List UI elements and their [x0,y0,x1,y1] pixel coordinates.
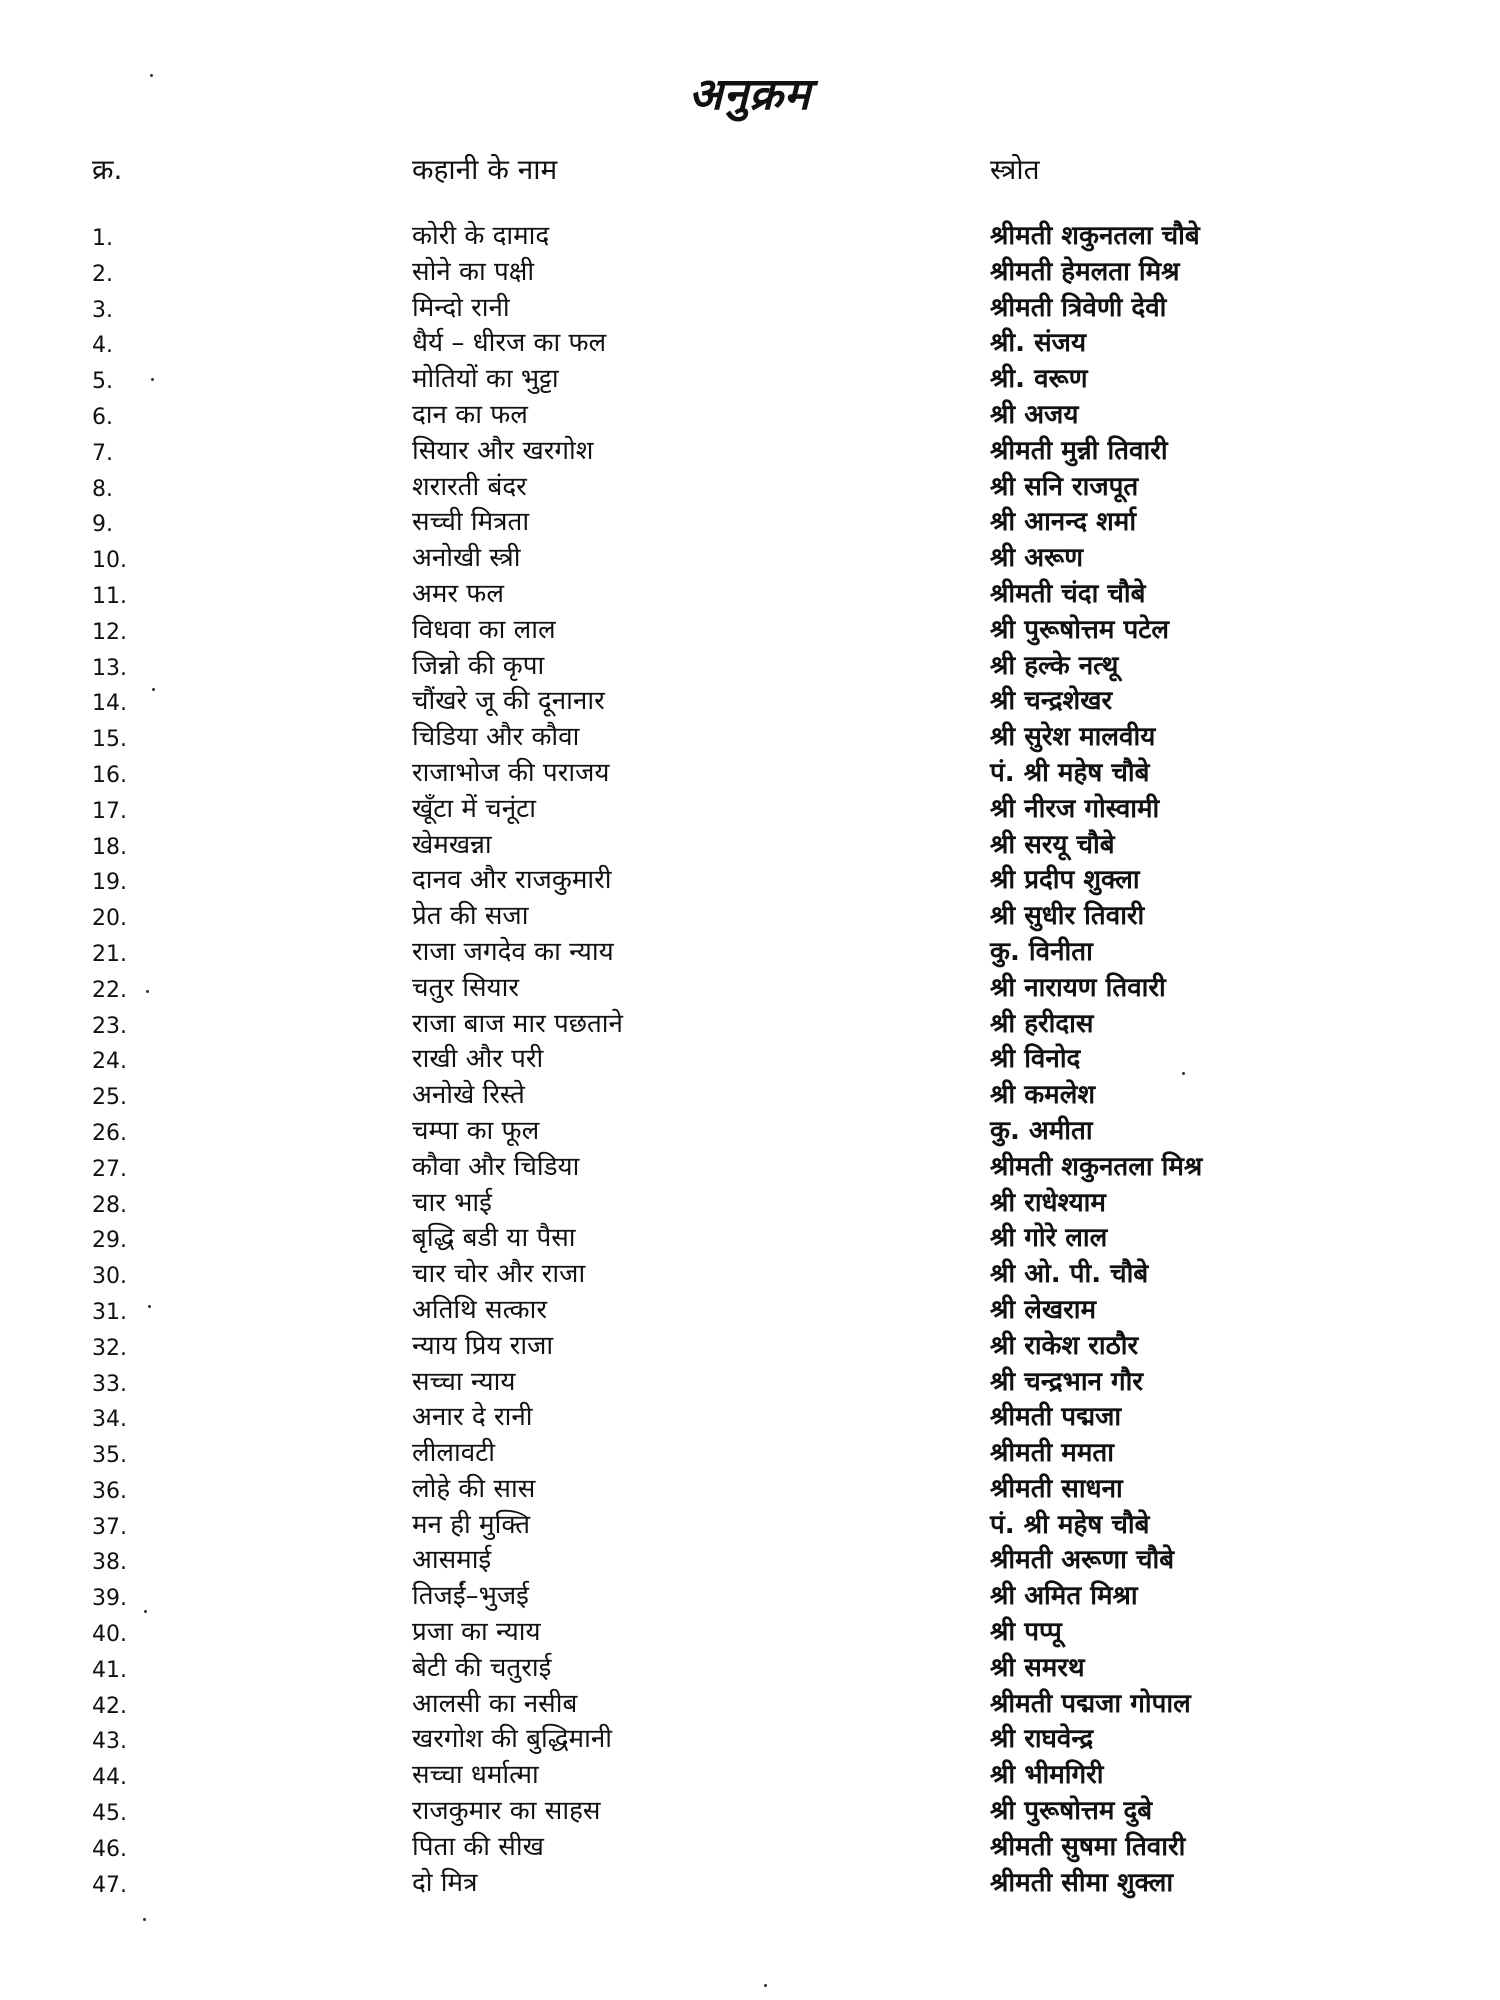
serial-number: 34. [92,1407,127,1433]
serial-number: 10. [92,548,127,574]
story-source: श्री चन्द्रशेखर [990,686,1113,717]
story-title: दान का फल [412,399,528,430]
serial-number: 18. [92,834,127,860]
list-item [0,935,1500,971]
story-source: श्री भीमगिरी [990,1760,1104,1791]
header-serial: क्र. [92,153,123,186]
serial-number: 19. [92,870,127,896]
list-item [0,1866,1500,1902]
story-title: लीलावटी [412,1438,496,1469]
story-source: श्रीमती साधना [990,1473,1123,1504]
story-source: पं. श्री महेष चौबे [990,1509,1150,1540]
list-item [0,1472,1500,1508]
serial-number: 9. [92,512,113,538]
story-title: अनार दे रानी [412,1402,533,1433]
serial-number: 15. [92,727,127,753]
list-item [0,684,1500,720]
story-title: अतिथि सत्कार [412,1294,547,1325]
story-source: पं. श्री महेष चौबे [990,757,1150,788]
serial-number: 42. [92,1693,127,1719]
list-item [0,1114,1500,1150]
serial-number: 33. [92,1371,127,1397]
story-title: अनोखे रिस्ते [412,1080,525,1111]
list-item [0,649,1500,685]
story-title: बृद्धि बडी या पैसा [412,1223,576,1254]
story-source: श्री नारायण तिवारी [990,972,1166,1003]
story-title: सोने का पक्षी [412,256,535,287]
story-source: श्रीमती सीमा शुक्ला [990,1867,1174,1898]
story-source: श्रीमती शकुनतला चौबे [990,221,1200,251]
story-title: दो मित्र [412,1867,478,1898]
serial-number: 27. [92,1156,127,1182]
story-title: सियार और खरगोश [412,435,594,466]
list-item [0,1186,1500,1222]
story-source: श्रीमती मुन्नी तिवारी [990,435,1168,466]
serial-number: 26. [92,1120,127,1146]
story-source: श्री नीरज गोस्वामी [990,793,1160,824]
header-source: स्त्रोत [990,153,1040,186]
story-source: श्रीमती हेमलता मिश्र [990,256,1180,287]
story-source: श्रीमती त्रिवेणी देवी [990,292,1167,323]
serial-number: 43. [92,1729,127,1755]
story-title: न्याय प्रिय राजा [412,1330,554,1361]
serial-number: 3. [92,297,113,323]
serial-number: 1. [92,226,113,251]
serial-number: 7. [92,440,113,466]
story-title: खेमखन्ना [412,829,492,860]
story-source: श्री अमित मिश्रा [990,1581,1138,1612]
list-item [0,362,1500,398]
list-item [0,398,1500,434]
list-item [0,1042,1500,1078]
story-source: श्री विनोद [990,1044,1081,1075]
list-item [0,1651,1500,1687]
story-source: श्री पप्पू [990,1617,1062,1648]
list-item [0,434,1500,470]
story-source: श्री चन्द्रभान गौर [990,1366,1144,1397]
list-item [0,1722,1500,1758]
serial-number: 4. [92,333,113,359]
list-item [0,792,1500,828]
serial-number: 6. [92,404,113,430]
story-title: सच्ची मित्रता [412,507,530,538]
serial-number: 5. [92,369,113,395]
story-source: श्रीमती चंदा चौबे [990,578,1146,609]
list-item [0,1150,1500,1186]
story-source: श्री. संजय [990,328,1087,359]
story-source: श्रीमती ममता [990,1438,1114,1469]
story-source: श्री सुधीर तिवारी [990,901,1145,932]
list-item [0,1830,1500,1866]
story-title: खरगोश की बुद्धिमानी [412,1724,612,1755]
serial-number: 11. [92,583,127,609]
story-title: विधवा का लाल [412,614,556,645]
story-title: पिता की सीख [412,1831,544,1862]
story-source: श्री हल्के नत्थू [990,650,1119,681]
scan-speck [148,1305,151,1308]
serial-number: 31. [92,1299,127,1325]
serial-number: 45. [92,1801,127,1827]
list-item [0,255,1500,291]
serial-number: 14. [92,691,127,717]
serial-number: 47. [92,1872,127,1898]
contents-list [0,219,1500,1901]
serial-number: 40. [92,1622,127,1648]
story-source: श्री प्रदीप शुक्ला [990,865,1140,896]
list-item [0,1436,1500,1472]
serial-number: 38. [92,1550,127,1576]
serial-number: 39. [92,1586,127,1612]
list-item [0,577,1500,613]
serial-number: 17. [92,798,127,824]
serial-number: 22. [92,977,127,1003]
story-title: तिजईं–भुजई [412,1581,529,1612]
story-title: अमर फल [412,578,504,609]
story-title: चौंखरे जू की दूनानार [412,686,605,717]
list-item [0,1221,1500,1257]
story-title: मन ही मुक्ति [412,1509,531,1540]
serial-number: 23. [92,1013,127,1039]
table-header [0,150,1500,190]
story-title: शरारती बंदर [412,471,527,502]
story-title: कौवा और चिडिया [412,1151,580,1182]
list-item [0,470,1500,506]
serial-number: 37. [92,1514,127,1540]
list-item [0,505,1500,541]
list-item [0,1078,1500,1114]
scan-speck [151,378,154,381]
list-item [0,899,1500,935]
serial-number: 2. [92,261,113,287]
story-title: मोतियों का भुट्टा [412,364,559,395]
list-item [0,971,1500,1007]
story-source: श्री लेखराम [990,1294,1097,1325]
story-source: श्रीमती शकुनतला मिश्र [990,1151,1203,1182]
story-title: चतुर सियार [412,972,519,1003]
story-source: श्री सुरेश मालवीय [990,722,1156,753]
page-title: अनुक्रम [688,69,812,120]
list-item [0,1794,1500,1830]
list-item [0,1508,1500,1544]
story-title: आसमाई [412,1545,492,1576]
story-title: राजा बाज मार पछताने [412,1008,623,1039]
serial-number: 24. [92,1049,127,1075]
list-item [0,326,1500,362]
story-title: खूँटा में चनूंटा [412,793,536,824]
list-item [0,1615,1500,1651]
story-title: आलसी का नसीब [412,1688,578,1719]
story-title: राखी और परी [412,1044,544,1075]
story-source: श्री आनन्द शर्मा [990,507,1137,538]
serial-number: 29. [92,1228,127,1254]
story-title: राजकुमार का साहस [412,1796,601,1827]
list-item [0,219,1500,255]
serial-number: 13. [92,655,127,681]
story-title: राजाभोज की पराजय [412,757,610,788]
story-source: श्री. वरूण [990,364,1088,395]
list-item [0,1329,1500,1365]
list-item [0,613,1500,649]
list-item [0,1400,1500,1436]
story-source: श्री कमलेश [990,1080,1096,1111]
serial-number: 21. [92,941,127,967]
scan-speck [764,1984,767,1987]
scan-speck [143,1918,146,1921]
list-item [0,1007,1500,1043]
story-title: चम्पा का फूल [412,1115,540,1146]
list-item [0,1365,1500,1401]
story-source: श्रीमती सुषमा तिवारी [990,1831,1186,1862]
story-title: दानव और राजकुमारी [412,865,612,896]
story-source: श्री पुरूषोत्तम दुबे [990,1796,1153,1827]
serial-number: 28. [92,1192,127,1218]
list-item [0,1293,1500,1329]
story-source: श्री राकेश राठौर [990,1330,1139,1361]
list-item [0,541,1500,577]
story-source: कु. विनीता [990,936,1093,967]
story-source: श्री अरूण [990,543,1084,574]
story-title: चार भाई [412,1187,492,1218]
story-source: कु. अमीता [990,1115,1093,1146]
serial-number: 44. [92,1765,127,1791]
list-item [0,863,1500,899]
list-item [0,1687,1500,1723]
story-title: राजा जगदेव का न्याय [412,936,614,967]
story-source: श्री अजय [990,399,1079,430]
story-title: चिडिया और कौवा [412,722,580,753]
story-source: श्री हरीदास [990,1008,1094,1039]
list-item [0,756,1500,792]
story-source: श्री पुरूषोत्तम पटेल [990,614,1169,645]
story-source: श्रीमती अरूणा चौबे [990,1545,1175,1576]
story-title: चार चोर और राजा [412,1259,586,1290]
serial-number: 8. [92,476,113,502]
scan-speck [150,74,153,77]
story-source: श्री ओ. पी. चौबे [990,1259,1149,1290]
story-source: श्री सनि राजपूत [990,471,1139,502]
story-source: श्री गोरे लाल [990,1223,1108,1254]
list-item [0,720,1500,756]
serial-number: 35. [92,1443,127,1469]
story-title: मिन्दो रानी [412,292,510,323]
story-title: जिन्नो की कृपा [412,650,545,681]
story-title: प्रजा का न्याय [412,1617,541,1648]
list-item [0,1543,1500,1579]
serial-number: 20. [92,906,127,932]
story-title: सच्चा न्याय [412,1366,516,1397]
list-item [0,828,1500,864]
story-title: लोहे की सास [412,1473,536,1504]
serial-number: 46. [92,1836,127,1862]
header-story: कहानी के नाम [412,153,558,186]
story-title: कोरी के दामाद [412,221,550,251]
serial-number: 32. [92,1335,127,1361]
scan-speck [146,990,149,993]
scan-speck [1182,1072,1185,1075]
story-source: श्रीमती पद्मजा [990,1402,1122,1433]
serial-number: 25. [92,1085,127,1111]
story-source: श्री सरयू चौबे [990,829,1115,860]
list-item [0,1257,1500,1293]
story-title: सच्चा धर्मात्मा [412,1760,539,1791]
scan-speck [152,688,155,691]
list-item [0,1758,1500,1794]
story-title: धैर्य – धीरज का फल [412,328,607,359]
story-title: प्रेत की सजा [412,901,529,932]
story-title: अनोखी स्त्री [412,543,521,574]
story-source: श्रीमती पद्मजा गोपाल [990,1688,1191,1719]
serial-number: 30. [92,1264,127,1290]
list-item [0,1579,1500,1615]
story-source: श्री राधेश्याम [990,1187,1106,1218]
story-source: श्री राघवेन्द्र [990,1724,1094,1755]
scan-speck [144,1610,147,1613]
story-source: श्री समरथ [990,1652,1085,1683]
story-title: बेटी की चतुराई [412,1652,552,1683]
list-item [0,291,1500,327]
serial-number: 16. [92,762,127,788]
serial-number: 12. [92,619,127,645]
serial-number: 41. [92,1657,127,1683]
serial-number: 36. [92,1478,127,1504]
